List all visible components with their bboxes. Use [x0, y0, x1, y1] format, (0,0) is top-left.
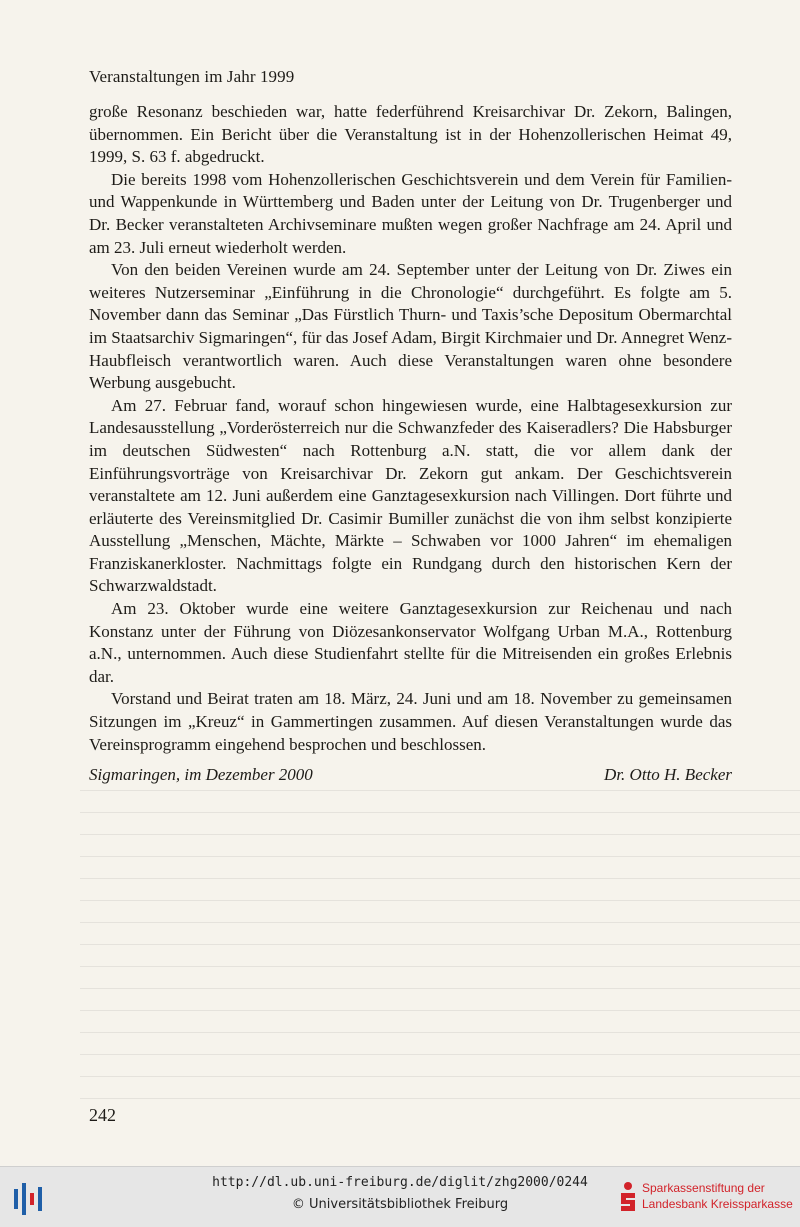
copyright-notice: © Universitätsbibliothek Freiburg: [291, 1197, 509, 1212]
viewer-footer: [0, 1166, 800, 1227]
sparkasse-s-icon: [618, 1181, 638, 1213]
sponsor-line-2: Landesbank Kreissparkasse: [642, 1197, 793, 1211]
signature-place-date: Sigmaringen, im Dezember 2000: [89, 765, 313, 784]
paragraph-6: Vorstand und Beirat traten am 18. März, 24. Juni und am 18. November zu gemeinsamen Sitzungen im „Kreuz“ in Gammertingen zusammen. Auf diesen Veranstaltungen wurde das Vereinsprogramm eingehend besprochen und beschlossen.: [89, 689, 732, 754]
sponsor-line-1: Sparkassenstiftung der: [642, 1181, 765, 1195]
document-url-link[interactable]: http://dl.ub.uni-freiburg.de/diglit/zhg2000/0244: [212, 1175, 588, 1190]
paragraph-3: Von den beiden Vereinen wurde am 24. September unter der Leitung von Dr. Ziwes ein weiteres Nutzerseminar „Einführung in die Chronologie“ durchgeführt. Es folgte am 5. November dann das Seminar „Das Fürstlich Thurn- und Taxis’sche Depositum Obermarchtal im Staatsarchiv Sigmaringen“, für das Josef Adam, Birgit Kirchmaier und Dr. Annegret Wenz-Haubfleisch verantwortlich waren. Auch diese Veranstaltungen waren ohne besondere Werbung ausgebucht.: [89, 260, 732, 393]
paragraph-5: Am 23. Oktober wurde eine weitere Ganztagesexkursion zur Reichenau und nach Konstanz unter der Führung von Diözesankonservator Wolfgang Urban M.A., Rottenburg a.N., unternommen. Auch diese Studienfahrt stellte für die Mitreisenden ein großes Erlebnis dar.: [89, 599, 732, 686]
paragraph-1: große Resonanz beschieden war, hatte federführend Kreisarchivar Dr. Zekorn, Balingen, übernommen. Ein Bericht über die Veranstaltung ist in der Hohenzollerischen Heimat 49, 1999, S. 63 f. abgedruckt.: [89, 102, 732, 167]
page-number: 242: [89, 1105, 116, 1125]
sponsor-logo[interactable]: [618, 1177, 798, 1221]
signature-line: [89, 765, 732, 785]
signature-author: Dr. Otto H. Becker: [604, 765, 732, 784]
paragraph-4: Am 27. Februar fand, worauf schon hingewiesen wurde, eine Halbtagesexkursion zur Landesausstellung „Vorderösterreich nur die Schwanzfeder des Kaiseradlers? Die Habsburger im deutschen Südwesten“ nach Rottenburg a.N. statt, die vor allem dank der Einführungsvorträge von Kreisarchivar Dr. Zekorn gut ankam. Der Geschichtsverein veranstaltete am 12. Juni außerdem eine Ganztagesexkursion nach Villingen. Dort führte und erläuterte des Vereinsmitglied Dr. Casimir Bumiller zunächst die von ihm selbst konzipierte Ausstellung „Menschen, Mächte, Märkte – Schwaben vor 1000 Jahren“ im ehemaligen Franziskanerkloster. Nachmittags folgte ein Rundgang durch den historischen Kern der Schwarzwaldstadt.: [89, 395, 732, 596]
bleed-through-texture: [80, 790, 800, 1120]
running-head: Veranstaltungen im Jahr 1999: [89, 67, 295, 86]
paragraph-2: Die bereits 1998 vom Hohenzollerischen Geschichtsverein und dem Verein für Familien- und Wappenkunde in Württemberg und Baden unter der Leitung von Dr. Trugenberger und Dr. Becker veranstalteten Archivseminare mußten wegen großer Nachfrage am 24. April und am 23. Juli erneut wiederholt werden.: [89, 169, 732, 257]
body-text: [89, 101, 732, 756]
